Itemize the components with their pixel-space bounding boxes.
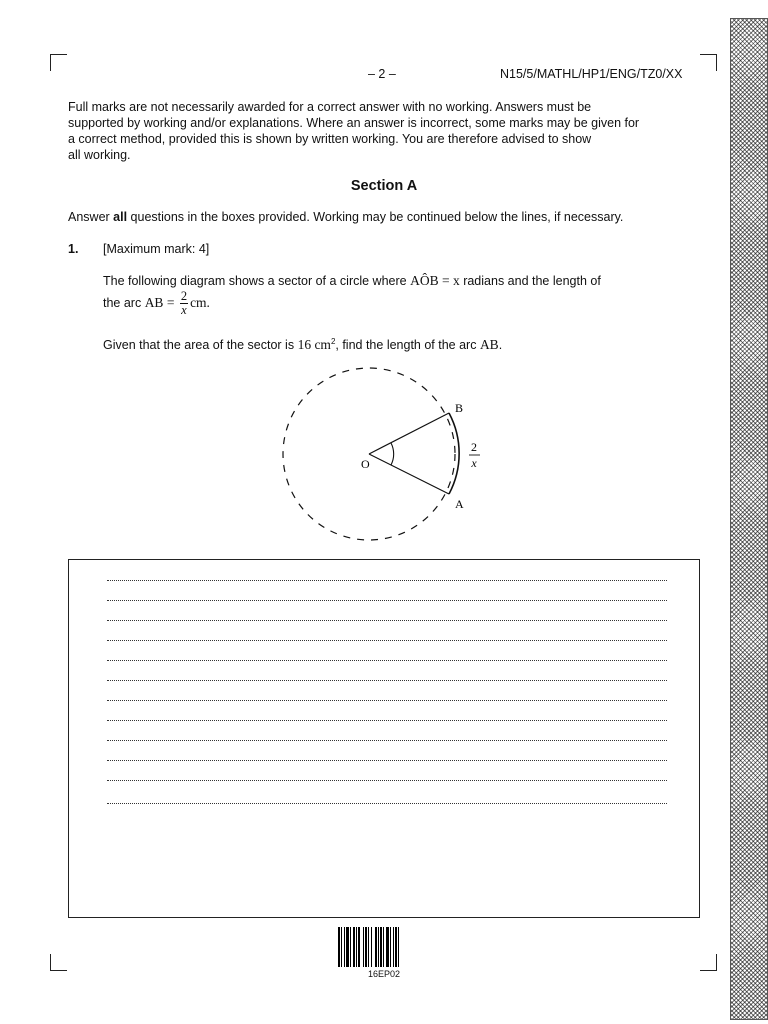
q-line3-after: , find the length of the arc xyxy=(335,338,480,353)
barcode-bar xyxy=(378,927,379,967)
radius-oa xyxy=(369,454,449,494)
margin-hatch-strip xyxy=(730,18,768,1020)
arc-label-denominator: x xyxy=(471,456,477,470)
fraction-denominator: x xyxy=(181,303,187,317)
q-line3-end: . xyxy=(498,338,503,353)
barcode-bar xyxy=(371,927,372,967)
intro-line: Full marks are not necessarily awarded for a correct answer with no working. Answers must be xyxy=(68,100,592,114)
intro-line: a correct method, provided this is shown by written working. You are therefore advised to show xyxy=(68,132,592,146)
barcode-label: 16EP02 xyxy=(367,969,401,979)
question-number: 1. xyxy=(68,242,79,256)
q-line2-fraction xyxy=(180,290,188,317)
barcode-bar xyxy=(393,927,394,967)
label-a: A xyxy=(455,497,464,511)
barcode-bar xyxy=(344,927,345,967)
instructions-after: questions in the boxes provided. Working may be continued below the lines, if necessary. xyxy=(127,210,624,224)
q-line1-math: AÔB = x xyxy=(410,273,460,288)
answer-line[interactable] xyxy=(107,640,667,641)
question-max-mark: [Maximum mark: 4] xyxy=(103,242,210,256)
barcode-bar xyxy=(368,927,369,967)
answer-line[interactable] xyxy=(107,620,667,621)
answer-line[interactable] xyxy=(107,760,667,761)
barcode-bar xyxy=(390,927,391,967)
barcode-bar xyxy=(350,927,351,967)
q-line2-before: the arc xyxy=(103,295,145,310)
angle-marker xyxy=(391,443,394,465)
q-line3-before: Given that the area of the sector is xyxy=(103,338,298,353)
barcode-bar xyxy=(375,927,377,967)
intro-line: supported by working and/or explanations. Where an answer is incorrect, some marks may be given for xyxy=(68,116,640,130)
instructions xyxy=(68,210,623,224)
crop-mark-top-right xyxy=(700,54,717,71)
barcode-bar xyxy=(341,927,342,967)
q-line1-after: radians and the length of xyxy=(459,274,601,288)
barcode-bar xyxy=(356,927,357,967)
answer-line[interactable] xyxy=(107,803,667,804)
barcode xyxy=(338,927,430,967)
intro-line: all working. xyxy=(68,148,131,162)
crop-mark-bottom-right xyxy=(700,954,717,971)
barcode-bar xyxy=(380,927,382,967)
question-line-3 xyxy=(103,337,502,353)
barcode-bar xyxy=(346,927,349,967)
barcode-bar xyxy=(363,927,364,967)
barcode-bar xyxy=(386,927,389,967)
instructions-bold: all xyxy=(113,210,128,224)
answer-line[interactable] xyxy=(107,780,667,781)
answer-line[interactable] xyxy=(107,600,667,601)
intro-paragraph xyxy=(68,99,708,163)
barcode-bar xyxy=(358,927,360,967)
q-line3-sup: 2 xyxy=(330,337,336,346)
answer-line[interactable] xyxy=(107,660,667,661)
paper-code: N15/5/MATHL/HP1/ENG/TZ0/XX xyxy=(500,67,683,81)
answer-line[interactable] xyxy=(107,720,667,721)
answer-line[interactable] xyxy=(107,700,667,701)
barcode-bar xyxy=(398,927,399,967)
answer-line[interactable] xyxy=(107,680,667,681)
q-line1-before: The following diagram shows a sector of a circle where xyxy=(103,274,411,288)
label-o: O xyxy=(361,457,370,471)
barcode-bar xyxy=(365,927,367,967)
barcode-bar xyxy=(338,927,340,967)
question-line-1 xyxy=(103,273,601,289)
barcode-bar xyxy=(383,927,384,967)
label-b: B xyxy=(455,401,464,415)
sector-diagram xyxy=(270,360,500,550)
instructions-before: Answer xyxy=(68,210,114,224)
radius-ob xyxy=(369,413,449,454)
fraction-numerator: 2 xyxy=(180,289,188,303)
page-number: – 2 – xyxy=(368,67,396,81)
q-line3-math: 16 cm xyxy=(297,337,331,353)
answer-line[interactable] xyxy=(107,580,667,581)
q-line2-after: cm. xyxy=(190,294,210,310)
barcode-bar xyxy=(395,927,397,967)
answer-box[interactable] xyxy=(68,559,700,918)
section-title: Section A xyxy=(350,178,418,194)
q-line2-math: AB = xyxy=(144,294,178,310)
barcode-bar xyxy=(353,927,355,967)
crop-mark-bottom-left xyxy=(50,954,67,971)
crop-mark-top-left xyxy=(50,54,67,71)
question-line-2 xyxy=(103,290,210,320)
arc-label-numerator: 2 xyxy=(471,440,477,454)
q-line3-math2: AB xyxy=(479,337,499,353)
answer-line[interactable] xyxy=(107,740,667,741)
